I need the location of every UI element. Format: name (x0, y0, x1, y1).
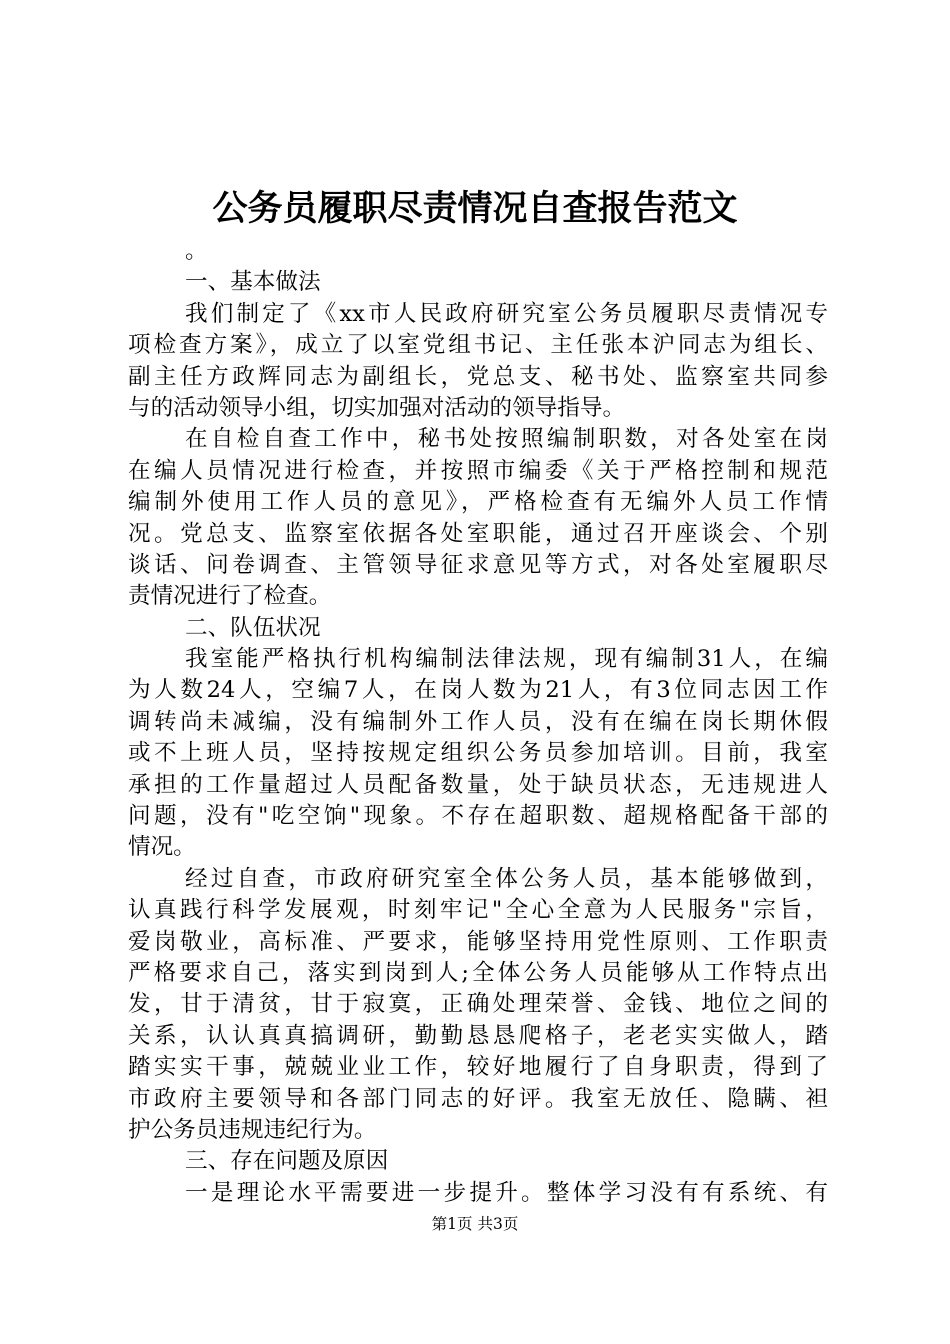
text-line: 经过自查，市政府研究室全体公务人员，基本能够做到， (185, 865, 828, 892)
text-line: 市政府主要领导和各部门同志的好评。我室无放任、隐瞒、袒 (128, 1085, 828, 1112)
text-line: 责情况进行了检查。 (128, 583, 332, 610)
text-line: 问题，没有"吃空饷"现象。不存在超职数、超规格配备干部的 (128, 803, 828, 830)
text-line: 副主任方政辉同志为副组长，党总支、秘书处、监察室共同参 (128, 363, 828, 390)
text-line: 。 (185, 238, 208, 264)
text-line: 严格要求自己，落实到岗到人;全体公务人员能够从工作特点出 (128, 959, 828, 986)
text-line: 项检查方案》，成立了以室党组书记、主任张本沪同志为组长、 (128, 332, 828, 359)
text-line: 与的活动领导小组，切实加强对活动的领导指导。 (128, 394, 626, 421)
text-line: 情况。 (128, 834, 196, 861)
text-line: 调转尚未减编，没有编制外工作人员，没有在编在岗长期休假 (128, 708, 828, 735)
text-line: 在编人员情况进行检查，并按照市编委《关于严格控制和规范 (128, 457, 828, 484)
text-line: 一、基本做法 (185, 269, 321, 296)
text-line: 为人数24人，空编7人，在岗人数为21人，有3位同志因工作 (128, 677, 828, 704)
page-number: 第1页 共3页 (431, 1215, 519, 1233)
text-line: 我们制定了《xx市人民政府研究室公务员履职尽责情况专 (185, 300, 828, 327)
text-line: 或不上班人员，坚持按规定组织公务员参加培训。目前，我室 (128, 740, 828, 767)
text-line: 认真践行科学发展观，时刻牢记"全心全意为人民服务"宗旨， (128, 897, 828, 924)
text-line: 我室能严格执行机构编制法律法规，现有编制31人，在编 (185, 646, 828, 673)
document-title: 公务员履职尽责情况自查报告范文 (212, 188, 738, 229)
text-line: 爱岗敬业，高标准、严要求，能够坚持用党性原则、工作职责 (128, 928, 828, 955)
text-line: 三、存在问题及原因 (185, 1148, 389, 1175)
text-line: 踏实实干事，兢兢业业工作，较好地履行了自身职责，得到了 (128, 1054, 828, 1081)
text-line: 在自检自查工作中，秘书处按照编制职数，对各处室在岗 (185, 426, 828, 453)
text-line: 谈话、问卷调查、主管领导征求意见等方式，对各处室履职尽 (128, 551, 828, 578)
text-line: 一是理论水平需要进一步提升。整体学习没有有系统、有 (185, 1179, 828, 1206)
document-body (128, 236, 828, 1209)
text-line: 承担的工作量超过人员配备数量，处于缺员状态，无违规进人 (128, 771, 828, 798)
text-line: 关系，认认真真搞调研，勤勤恳恳爬格子，老老实实做人，踏 (128, 1022, 828, 1049)
text-line: 编制外使用工作人员的意见》，严格检查有无编外人员工作情 (128, 489, 828, 516)
text-line: 发，甘于清贫，甘于寂寞，正确处理荣誉、金钱、地位之间的 (128, 991, 828, 1018)
text-line: 二、队伍状况 (185, 614, 321, 641)
text-line: 况。党总支、监察室依据各处室职能，通过召开座谈会、个别 (128, 520, 828, 547)
text-line: 护公务员违规违纪行为。 (128, 1116, 377, 1143)
